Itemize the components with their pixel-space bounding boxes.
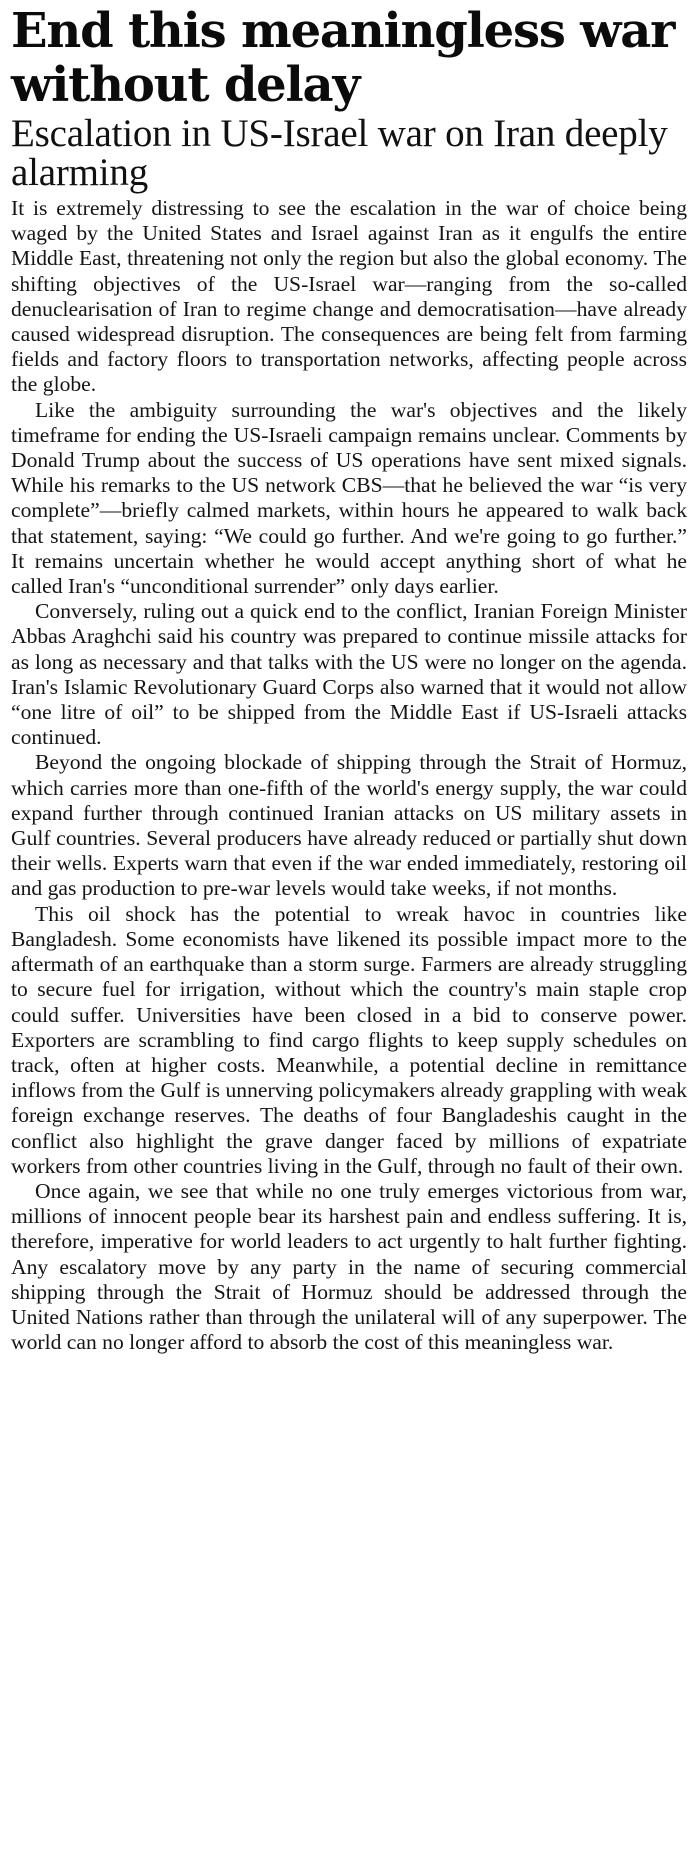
article-body [11,196,687,1355]
subheadline: Escalation in US-Israel war on Iran deeply alarming [11,112,668,194]
body-paragraph: Beyond the ongoing blockade of shipping through the Strait of Hormuz, which carries more than one-fifth of the world's energy supply, the war could expand further through continued Iranian attacks on US military assets in Gulf countries. Several producers have already reduced or partially shut down their wells. Experts warn that even if the war ended immediately, restoring oil and gas production to pre-war levels would take weeks, if not months. [11,750,687,901]
body-paragraph: It is extremely distressing to see the escalation in the war of choice being waged by the United States and Israel against Iran as it engulfs the entire Middle East, threatening not only the region but also the global economy. The shifting objectives of the US-Israel war—ranging from the so-called denuclearisation of Iran to regime change and democratisation—have already caused widespread disruption. The consequences are being felt from farming fields and factory floors to transportation networks, affecting people across the globe. [11,196,687,397]
body-paragraph: This oil shock has the potential to wreak havoc in countries like Bangladesh. Some economists have likened its possible impact more to the aftermath of an earthquake than a storm surge. Farmers are already struggling to secure fuel for irrigation, without which the country's main staple crop could suffer. Universities have been closed in a bid to conserve power. Exporters are scrambling to find cargo flights to keep supply schedules on track, often at higher costs. Meanwhile, a potential decline in remittance inflows from the Gulf is unnerving policymakers already grappling with weak foreign exchange reserves. The deaths of four Bangladeshis caught in the conflict also highlight the grave danger faced by millions of expatriate workers from other countries living in the Gulf, through no fault of their own. [11,901,687,1178]
headline: End this meaningless war without delay [11,3,675,113]
body-paragraph: Once again, we see that while no one truly emerges victorious from war, millions of innocent people bear its harshest pain and endless suffering. It is, therefore, imperative for world leaders to act urgently to halt further fighting. Any escalatory move by any party in the name of securing commercial shipping through the Strait of Hormuz should be addressed through the United Nations rather than through the unilateral will of any superpower. The world can no longer afford to absorb the cost of this meaningless war. [11,1178,687,1355]
body-paragraph: Conversely, ruling out a quick end to the conflict, Iranian Foreign Minister Abbas Araghchi said his country was prepared to continue missile attacks for as long as necessary and that talks with the US were no longer on the agenda. Iran's Islamic Revolutionary Guard Corps also warned that it would not allow “one litre of oil” to be shipped from the Middle East if US-Israeli attacks continued. [11,599,687,750]
body-paragraph: Like the ambiguity surrounding the war's objectives and the likely timeframe for ending the US-Israeli campaign remains unclear. Comments by Donald Trump about the success of US operations have sent mixed signals. While his remarks to the US network CBS—that he believed the war “is very complete”—briefly calmed markets, within hours he appeared to walk back that statement, saying: “We could go further. And we're going to go further.” It remains uncertain whether he would accept anything short of what he called Iran's “unconditional surrender” only days earlier. [11,397,687,599]
